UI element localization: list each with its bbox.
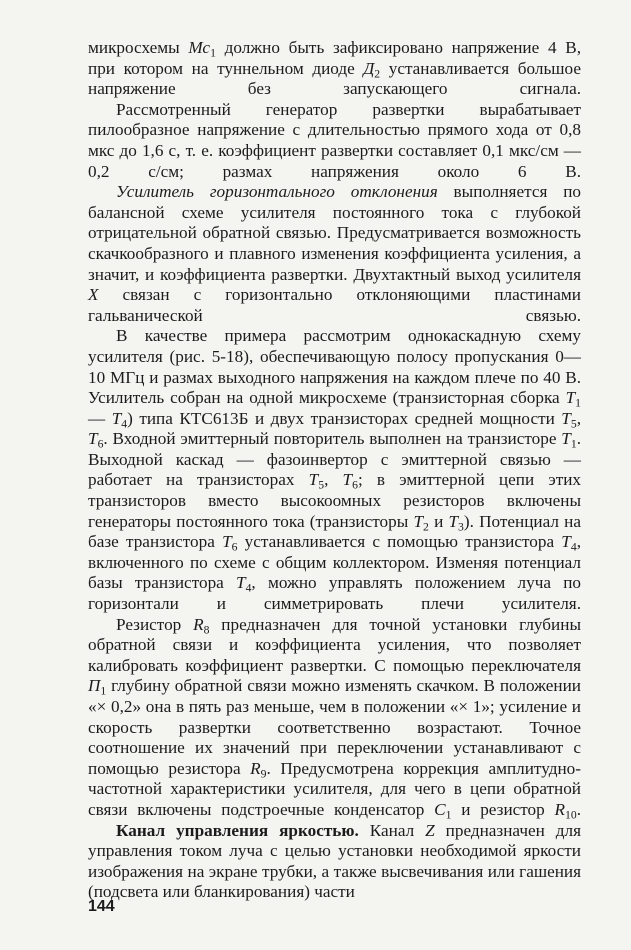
subscript: 4 xyxy=(121,417,128,431)
subscript: 1 xyxy=(570,437,577,451)
bold-run: Канал управления яркостью. xyxy=(116,820,359,840)
subscript: 10 xyxy=(565,808,577,822)
subscript: 8 xyxy=(203,623,210,637)
text-run: , можно управлять положением луча по горизонтали и симметрировать плечи усилителя. xyxy=(88,573,581,614)
subscript: 2 xyxy=(374,67,381,81)
subscript: 4 xyxy=(245,581,252,595)
text-run: В качестве примера рассмотрим однокаскадную схему усилителя (рис. 5-18), обеспечивающую полосу пропускания 0—10 МГц и размах выходного напряжения на каждом плече по 40 В. Усилитель собран на одной микросхеме (транзисторная сборка xyxy=(88,326,581,408)
italic-run: Z xyxy=(425,820,435,840)
text-run: глубину обратной связи можно изменять скачком. В положении «× 0,2» она в пять раз меньше, чем в положении «× 1»; усиление и скорость развертки соответственно возрастают. Точное соотношение их значений при переключении устанавливают с помощью резистора xyxy=(88,676,581,778)
text-run: связан с горизонтально отклоняющими пластинами гальванической связью. xyxy=(88,285,581,325)
text-run: . Выходной каскад — фазоинвертор с эмиттерной связью — работает на транзисторах xyxy=(88,429,581,490)
paragraph-amplifier-example xyxy=(88,326,581,614)
subscript: 9 xyxy=(260,767,267,781)
subscript: 2 xyxy=(423,520,429,534)
text-run: . Предусмотрена коррекция амплитудно-частотной характеристики усилителя, для чего в цепи обратной связи включены подстроечные конденсатор xyxy=(88,758,581,819)
italic-run: Т xyxy=(222,532,232,552)
text-run: ; в эмиттерной цепи этих транзисторов вместо высокоомных резисторов включены генераторы постоянного тока (транзисторы xyxy=(88,470,582,531)
paragraph-sweep-generator xyxy=(88,100,581,182)
subscript: 4 xyxy=(570,540,577,554)
paragraph-resistor-r8 xyxy=(88,615,581,821)
italic-run: Т xyxy=(413,511,424,531)
text-run: выполняется по балансной схеме усилителя постоянного тока с глубокой отрицательной обратной связью. Предусматривается возможность скачкообразного и плавного изменения коэффициента усиления, а значит, и коэффициента развертки. Двухтактный выход усилителя xyxy=(88,182,581,284)
italic-run: Т xyxy=(236,573,246,593)
text-run: предназначен для управления током луча с целью установки необходимой яркости изображения на экране трубки, а также высвечивания или гашения (подсвета или бланкирования) части xyxy=(88,820,582,902)
text-run: , xyxy=(576,408,581,428)
italic-run: Т xyxy=(565,388,576,408)
italic-run: C xyxy=(434,799,446,819)
text-run: . Входной эмиттерный повторитель выполнен на транзисторе xyxy=(103,429,562,449)
italic-run: Т xyxy=(308,470,319,490)
subscript: 1 xyxy=(100,684,107,698)
text-run: , включенного по схеме с общим коллектором. Изменяя потенциал базы транзистора xyxy=(88,532,581,593)
subscript: 1 xyxy=(445,808,452,822)
italic-run: Т xyxy=(88,429,98,449)
subscript: 5 xyxy=(570,417,577,431)
text-run: Резистор xyxy=(116,614,194,634)
italic-run: Т xyxy=(561,532,571,552)
text-run: устанавливается большое напряжение без запускающего сигнала. xyxy=(88,58,581,99)
italic-run: Т xyxy=(448,511,459,531)
text-run: микросхемы xyxy=(88,38,189,57)
italic-run: R xyxy=(554,799,566,819)
italic-run: Мс xyxy=(188,38,211,57)
paragraph-continuation xyxy=(88,38,581,100)
subscript: 6 xyxy=(231,540,238,554)
text-run: предназначен для точной установки глубины обратной связи и коэффициента усиления, что позволяет калибровать коэффициент развертки. С помощью переключателя xyxy=(88,614,581,675)
italic-run: R xyxy=(250,758,261,778)
text-run: устанавливается с помощью транзистора xyxy=(237,532,562,552)
text-run: должно быть зафиксировано напряжение 4 В, при котором на туннельном диоде xyxy=(88,38,581,78)
subscript: 1 xyxy=(210,46,216,60)
italic-run: Д xyxy=(363,58,375,78)
text-run: , xyxy=(324,470,343,490)
body-text xyxy=(88,38,581,903)
text-run: Рассмотренный генератор развертки вырабатывает пилообразное напряжение с длительностью прямого хода от 0,8 мкс до 1,6 с, т. е. коэффициент развертки составляет 0,1 мкс/см — 0,2 с/см; размах напряжения около 6 В. xyxy=(88,99,581,181)
italic-run: Т xyxy=(111,408,122,428)
paragraph-horizontal-amplifier xyxy=(88,182,581,326)
italic-run: Т xyxy=(561,429,571,449)
italic-run: R xyxy=(193,614,204,634)
subscript: 6 xyxy=(97,437,104,451)
paragraph-brightness-channel xyxy=(88,821,581,903)
italic-run: X xyxy=(88,285,99,305)
text-run: — xyxy=(88,408,112,428)
text-run: и резистор xyxy=(451,799,555,819)
italic-run: Т xyxy=(561,408,571,428)
italic-run: Усилитель горизонтального отклонения xyxy=(116,182,438,202)
subscript: 5 xyxy=(318,478,325,492)
subscript: 6 xyxy=(352,478,358,492)
text-run: и xyxy=(428,511,449,531)
page-number: 144 xyxy=(88,898,115,915)
text-run: . xyxy=(576,799,582,819)
subscript: 3 xyxy=(458,520,464,534)
italic-run: П xyxy=(88,676,101,696)
subscript: 1 xyxy=(575,396,581,410)
text-run: ) типа КТС613Б и двух транзисторах средней мощности xyxy=(127,408,562,428)
text-run: Канал xyxy=(358,820,426,840)
text-run: ). Потенциал на базе транзистора xyxy=(88,511,582,552)
italic-run: Т xyxy=(342,470,353,490)
